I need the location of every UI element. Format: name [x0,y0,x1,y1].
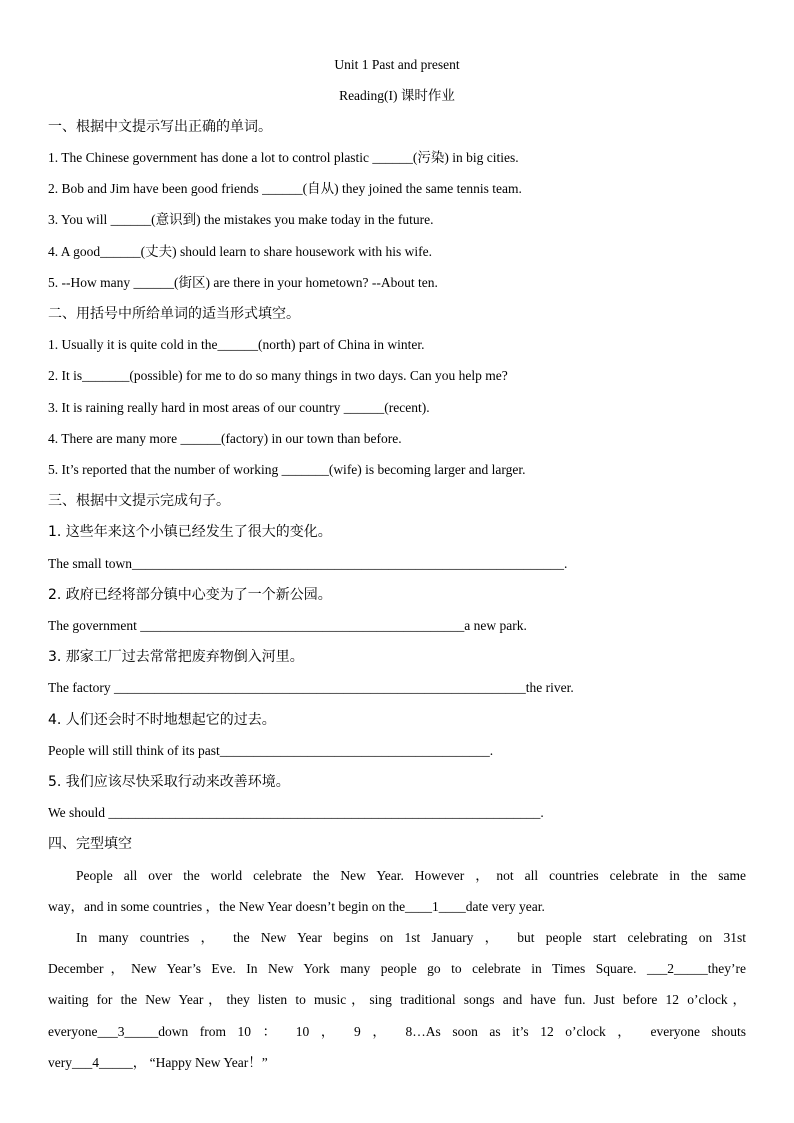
section1-item-2: 2. Bob and Jim have been good friends ______(自从) they joined the same tennis team. [48,181,522,196]
section4-heading: 四、完型填空 [48,836,132,852]
section1-item-3: 3. You will ______(意识到) the mistakes you make today in the future. [48,212,434,227]
section1-heading: 一、根据中文提示写出正确的单词。 [48,119,272,135]
cloze-line-6: everyone___3_____down from 10 ： 10 ， 9 ， 8…As soon as it’s 12 o’clock ， everyone shouts [48,1024,746,1039]
section2-item-4: 4. There are many more ______(factory) in our town than before. [48,431,402,446]
section2-item-5: 5. It’s reported that the number of working _______(wife) is becoming larger and larger. [48,462,526,477]
section3-item-5-chinese: 5. 我们应该尽快采取行动来改善环境。 [48,774,290,790]
section1-item-4: 4. A good______(丈夫) should learn to share housework with his wife. [48,244,432,259]
section3-item-2-chinese: 2. 政府已经将部分镇中心变为了一个新公园。 [48,587,332,603]
section2-item-3: 3. It is raining really hard in most areas of our country ______(recent). [48,400,430,415]
section3-heading: 三、根据中文提示完成句子。 [48,493,230,509]
section3-item-5-english: We should ________________________________________________________________. [48,805,544,820]
cloze-line-5: waiting for the New Year，they listen to music，sing traditional songs and have fun. Just before 12 o’clock， [48,992,746,1007]
cloze-line-7: very___4_____， “Happy New Year！” [48,1055,268,1070]
section2-item-2: 2. It is_______(possible) for me to do so many things in two days. Can you help me? [48,368,508,383]
section3-item-3-english: The factory _____________________________________________________________the river. [48,680,574,695]
section2-item-1: 1. Usually it is quite cold in the______(north) part of China in winter. [48,337,425,352]
section3-item-1-english: The small town________________________________________________________________. [48,556,568,571]
section3-item-1-chinese: 1. 这些年来这个小镇已经发生了很大的变化。 [48,524,332,540]
section3-item-2-english: The government ________________________________________________a new park. [48,618,527,633]
section1-item-5: 5. --How many ______(街区) are there in your hometown? --About ten. [48,275,438,290]
page-title: Unit 1 Past and present [334,57,460,72]
section3-item-4-english: People will still think of its past________________________________________. [48,743,494,758]
section3-item-4-chinese: 4. 人们还会时不时地想起它的过去。 [48,712,276,728]
section1-item-1: 1. The Chinese government has done a lot to control plastic ______(污染) in big cities. [48,150,519,165]
cloze-line-2: way，and in some countries ，the New Year doesn’t begin on the____1____date very year. [48,899,545,914]
section2-heading: 二、用括号中所给单词的适当形式填空。 [48,306,300,322]
cloze-line-1: People all over the world celebrate the New Year. However ，not all countries celebrate in the same [76,868,746,883]
cloze-line-4: December，New Year’s Eve. In New York many people go to celebrate in Times Square. ___2_____they’re [48,961,746,976]
cloze-line-3: In many countries ， the New Year begins on 1st January ， but people start celebrating on 31st [76,930,746,945]
page-subtitle: Reading(I) 课时作业 [339,88,455,103]
section3-item-3-chinese: 3. 那家工厂过去常常把废弃物倒入河里。 [48,649,304,665]
